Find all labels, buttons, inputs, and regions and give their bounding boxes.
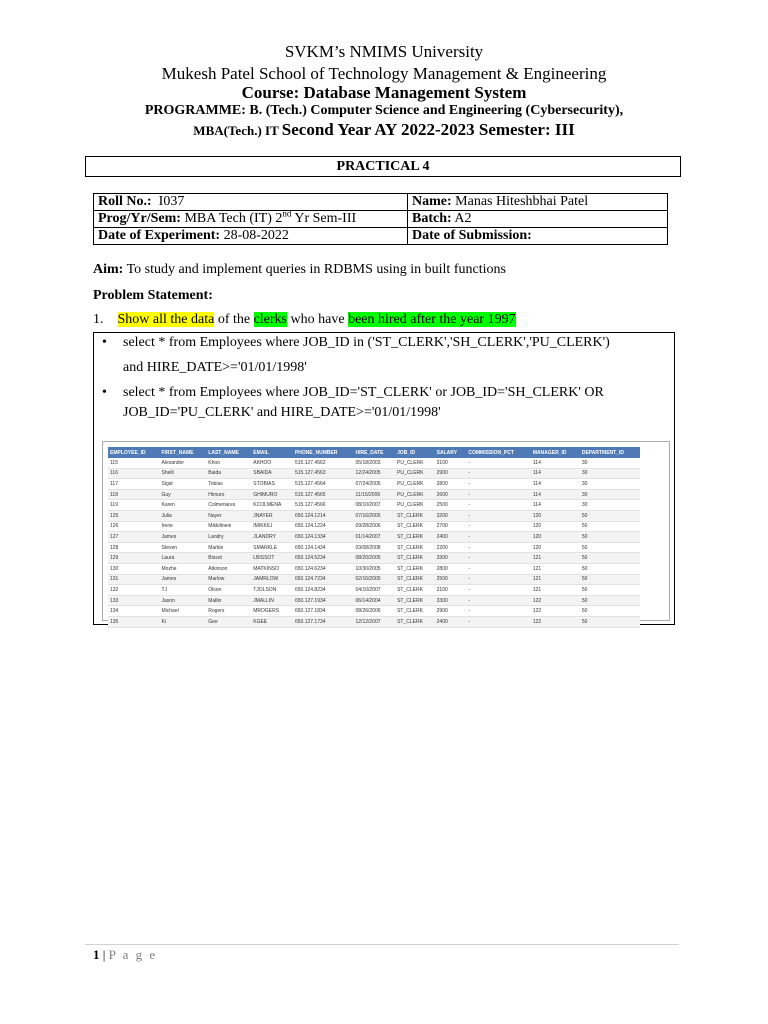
page-footer [93, 947, 157, 963]
table-cell: 133 [108, 595, 160, 606]
doe-cell [94, 228, 408, 245]
question-highlight-hired: been hired after the year 1997 [348, 312, 516, 327]
doe-value: 28-08-2022 [223, 228, 289, 243]
table-row [108, 521, 640, 532]
page-separator: | [102, 947, 106, 962]
result-column-header: DEPARTMENT_ID [580, 447, 640, 458]
table-cell: 117 [108, 479, 160, 490]
result-column-header: LAST_NAME [206, 447, 251, 458]
table-cell: 2900 [435, 606, 467, 617]
table-cell: 125 [108, 510, 160, 521]
table-cell: TJ [160, 585, 207, 596]
table-cell: 650.127.1934 [293, 595, 354, 606]
table-cell: Colmenares [206, 500, 251, 511]
table-cell: 09/28/2006 [354, 521, 396, 532]
result-header-row [108, 447, 640, 458]
table-row [108, 500, 640, 511]
aim-line [93, 262, 506, 278]
table-cell: 650.124.1334 [293, 532, 354, 543]
roll-label: Roll No.: [98, 194, 152, 209]
table-cell: AKHOO [251, 458, 293, 468]
table-cell: ST_CLERK [395, 585, 435, 596]
table-cell: - [466, 510, 531, 521]
table-cell: GHIMURO [251, 489, 293, 500]
table-cell: Alexander [160, 458, 207, 468]
table-cell: 08/10/2007 [354, 500, 396, 511]
table-row [108, 595, 640, 606]
table-cell: - [466, 479, 531, 490]
table-cell: JNAYER [251, 510, 293, 521]
student-info-table [93, 193, 668, 245]
table-cell: Mikkilineni [206, 521, 251, 532]
table-cell: - [466, 574, 531, 585]
table-row [108, 585, 640, 596]
table-cell: 128 [108, 542, 160, 553]
table-cell: 650.124.8234 [293, 585, 354, 596]
batch-cell [408, 211, 668, 228]
table-cell: 2600 [435, 489, 467, 500]
table-cell: 114 [531, 500, 580, 511]
table-cell: 515.127.4564 [293, 479, 354, 490]
table-cell: 122 [531, 616, 580, 627]
table-cell: Nayer [206, 510, 251, 521]
name-cell [408, 194, 668, 211]
table-cell: 08/26/2006 [354, 606, 396, 617]
table-cell: 12/12/2007 [354, 616, 396, 627]
result-column-header: FIRST_NAME [160, 447, 207, 458]
table-cell: 650.124.1214 [293, 510, 354, 521]
table-cell: 132 [108, 585, 160, 596]
table-cell: 120 [531, 510, 580, 521]
table-cell: 50 [580, 616, 640, 627]
table-cell: 2500 [435, 500, 467, 511]
table-cell: ST_CLERK [395, 542, 435, 553]
table-cell: 07/16/2005 [354, 510, 396, 521]
table-cell: 3300 [435, 595, 467, 606]
dos-cell [408, 228, 668, 245]
table-cell: 515.127.4565 [293, 489, 354, 500]
table-cell: Shelli [160, 468, 207, 479]
table-cell: Landry [206, 532, 251, 543]
table-cell: 2400 [435, 616, 467, 627]
table-cell: 50 [580, 606, 640, 617]
table-row [108, 479, 640, 490]
table-cell: 30 [580, 500, 640, 511]
table-cell: 30 [580, 489, 640, 500]
table-cell: 122 [531, 595, 580, 606]
table-cell: 114 [531, 458, 580, 468]
question-number: 1. [93, 312, 104, 327]
table-cell: 50 [580, 510, 640, 521]
table-cell: 2800 [435, 563, 467, 574]
table-cell: - [466, 458, 531, 468]
aim-text: To study and implement queries in RDBMS using in built functions [126, 262, 506, 277]
table-cell: Laura [160, 553, 207, 564]
table-cell: ST_CLERK [395, 606, 435, 617]
bullet-icon: • [102, 335, 107, 350]
table-cell: 03/08/2008 [354, 542, 396, 553]
table-cell: 120 [531, 532, 580, 543]
year-semester: Second Year AY 2022-2023 Semester: III [281, 120, 575, 139]
table-cell: KGEE [251, 616, 293, 627]
table-cell: Marlow [206, 574, 251, 585]
question-text-2: of the [217, 312, 251, 327]
table-cell: - [466, 616, 531, 627]
prog-value-a: MBA Tech (IT) 2 [184, 211, 283, 226]
table-cell: 11/15/2006 [354, 489, 396, 500]
question-highlight-clerks: clerks [253, 312, 288, 327]
result-column-header: SALARY [435, 447, 467, 458]
table-cell: PU_CLERK [395, 458, 435, 468]
table-cell: 126 [108, 521, 160, 532]
result-column-header: EMAIL [251, 447, 293, 458]
query-1-line-2: and HIRE_DATE>='01/01/1998' [123, 360, 307, 375]
problem-statement-label: Problem Statement: [93, 288, 213, 303]
table-cell: James [160, 532, 207, 543]
table-cell: STOBIAS [251, 479, 293, 490]
table-cell: 116 [108, 468, 160, 479]
table-cell: 12/24/2005 [354, 468, 396, 479]
table-cell: 3300 [435, 553, 467, 564]
programme-line: PROGRAMME: B. (Tech.) Computer Science and Engineering (Cybersecurity), [144, 103, 624, 118]
result-column-header: EMPLOYEE_ID [108, 447, 160, 458]
table-cell: Karen [160, 500, 207, 511]
prog-label: Prog/Yr/Sem: [98, 211, 181, 226]
table-row [108, 563, 640, 574]
table-cell: JAMRLOW [251, 574, 293, 585]
table-cell: 114 [531, 479, 580, 490]
table-cell: Mallin [206, 595, 251, 606]
table-cell: ST_CLERK [395, 563, 435, 574]
table-cell: 2500 [435, 574, 467, 585]
table-row [108, 532, 640, 543]
table-cell: 2700 [435, 521, 467, 532]
table-cell: James [160, 574, 207, 585]
table-cell: Markle [206, 542, 251, 553]
table-cell: 120 [531, 521, 580, 532]
table-cell: PU_CLERK [395, 479, 435, 490]
table-cell: 650.124.1434 [293, 542, 354, 553]
footer-divider [85, 944, 679, 945]
table-cell: 2900 [435, 468, 467, 479]
result-column-header: JOB_ID [395, 447, 435, 458]
bullet-icon: • [102, 385, 107, 400]
table-cell: 119 [108, 500, 160, 511]
table-cell: PU_CLERK [395, 468, 435, 479]
table-cell: Irene [160, 521, 207, 532]
table-cell: 131 [108, 574, 160, 585]
table-cell: 50 [580, 532, 640, 543]
name-value: Manas Hiteshbhai Patel [455, 194, 589, 209]
table-cell: 06/14/2004 [354, 595, 396, 606]
table-cell: 650.127.1734 [293, 616, 354, 627]
page-word: P a g e [108, 947, 158, 962]
table-cell: 130 [108, 563, 160, 574]
table-cell: 3200 [435, 510, 467, 521]
answer-box [93, 332, 675, 625]
roll-cell [94, 194, 408, 211]
table-cell: - [466, 468, 531, 479]
result-column-header: HIRE_DATE [354, 447, 396, 458]
query-result-screenshot [102, 441, 670, 625]
result-column-header: PHONE_NUMBER [293, 447, 354, 458]
query-2-line-2: JOB_ID='PU_CLERK' and HIRE_DATE>='01/01/1998' [123, 405, 441, 420]
table-cell: ST_CLERK [395, 595, 435, 606]
table-cell: 135 [108, 616, 160, 627]
page-number: 1 [93, 947, 100, 962]
table-cell: 10/30/2005 [354, 563, 396, 574]
table-cell: ST_CLERK [395, 553, 435, 564]
table-cell: 2100 [435, 585, 467, 596]
table-cell: 515.127.4563 [293, 468, 354, 479]
result-column-header: COMMISSION_PCT [466, 447, 531, 458]
table-cell: Guy [160, 489, 207, 500]
table-cell: 114 [531, 489, 580, 500]
table-cell: SBAIDA [251, 468, 293, 479]
table-cell: 515.127.4562 [293, 458, 354, 468]
table-cell: 50 [580, 574, 640, 585]
table-cell: 121 [531, 585, 580, 596]
table-cell: Rogers [206, 606, 251, 617]
table-cell: MROGERS [251, 606, 293, 617]
table-cell: - [466, 563, 531, 574]
table-cell: Khoo [206, 458, 251, 468]
table-cell: Gee [206, 616, 251, 627]
table-row [108, 616, 640, 627]
query-1-line-1: select * from Employees where JOB_ID in ('ST_CLERK','SH_CLERK','PU_CLERK') [123, 335, 610, 350]
table-cell: 2800 [435, 479, 467, 490]
table-cell: 650.124.1224 [293, 521, 354, 532]
table-cell: Mozhe [160, 563, 207, 574]
table-cell: SMARKLE [251, 542, 293, 553]
table-cell: 08/20/2005 [354, 553, 396, 564]
table-cell: - [466, 595, 531, 606]
table-cell: JMALLIN [251, 595, 293, 606]
table-cell: 118 [108, 489, 160, 500]
school-name: Mukesh Patel School of Technology Management & Engineering [161, 64, 607, 83]
table-cell: - [466, 606, 531, 617]
table-cell: 2400 [435, 532, 467, 543]
table-cell: KCOLMENA [251, 500, 293, 511]
table-cell: ST_CLERK [395, 616, 435, 627]
table-cell: 120 [531, 542, 580, 553]
table-cell: - [466, 585, 531, 596]
table-cell: - [466, 532, 531, 543]
table-cell: 02/16/2005 [354, 574, 396, 585]
table-row [108, 606, 640, 617]
roll-value: I037 [158, 194, 185, 209]
table-row [108, 542, 640, 553]
table-cell: 50 [580, 521, 640, 532]
table-cell: Olson [206, 585, 251, 596]
course-title: Course: Database Management System [241, 83, 527, 102]
table-row [108, 458, 640, 468]
table-cell: 127 [108, 532, 160, 543]
question-highlight-1: Show all the data [117, 312, 215, 327]
table-cell: - [466, 542, 531, 553]
table-cell: - [466, 521, 531, 532]
name-label: Name: [412, 194, 452, 209]
table-cell: 121 [531, 553, 580, 564]
table-row [108, 510, 640, 521]
table-cell: JLANDRY [251, 532, 293, 543]
table-cell: 650.127.1834 [293, 606, 354, 617]
table-cell: 650.124.6234 [293, 563, 354, 574]
table-cell: - [466, 553, 531, 564]
table-cell: Sigal [160, 479, 207, 490]
table-cell: ST_CLERK [395, 510, 435, 521]
table-cell: PU_CLERK [395, 500, 435, 511]
prog-sup: nd [282, 208, 292, 219]
table-cell: 121 [531, 563, 580, 574]
table-cell: 05/18/2003 [354, 458, 396, 468]
table-cell: Michael [160, 606, 207, 617]
university-name: SVKM’s NMIMS University [284, 42, 484, 61]
result-column-header: MANAGER_ID [531, 447, 580, 458]
table-cell: Steven [160, 542, 207, 553]
table-cell: 50 [580, 542, 640, 553]
question-1 [93, 312, 516, 328]
table-cell: 30 [580, 458, 640, 468]
table-row [108, 553, 640, 564]
table-cell: 122 [531, 606, 580, 617]
table-cell: ST_CLERK [395, 574, 435, 585]
table-cell: 115 [108, 458, 160, 468]
table-cell: TJOLSON [251, 585, 293, 596]
prog-value-b: Yr Sem-III [294, 211, 357, 226]
prog-cell [94, 208, 408, 228]
table-cell: MATKINSO [251, 563, 293, 574]
table-cell: - [466, 489, 531, 500]
table-cell: Bissot [206, 553, 251, 564]
table-row [108, 574, 640, 585]
table-cell: 04/10/2007 [354, 585, 396, 596]
query-2-line-1: select * from Employees where JOB_ID='ST_CLERK' or JOB_ID='SH_CLERK' OR [123, 385, 604, 400]
mba-prefix: MBA(Tech.) IT [193, 123, 279, 138]
question-text-4: who have [290, 312, 345, 327]
table-cell: Jason [160, 595, 207, 606]
table-cell: 30 [580, 468, 640, 479]
result-body [108, 458, 640, 627]
table-cell: 07/24/2005 [354, 479, 396, 490]
practical-title: PRACTICAL 4 [85, 156, 681, 177]
table-cell: 50 [580, 563, 640, 574]
table-cell: Himuro [206, 489, 251, 500]
table-cell: 515.127.4566 [293, 500, 354, 511]
table-row [108, 489, 640, 500]
table-row [108, 468, 640, 479]
table-cell: 30 [580, 479, 640, 490]
doe-label: Date of Experiment: [98, 228, 221, 243]
table-cell: 50 [580, 585, 640, 596]
table-cell: LBISSOT [251, 553, 293, 564]
table-cell: ST_CLERK [395, 521, 435, 532]
table-cell: 134 [108, 606, 160, 617]
table-cell: ST_CLERK [395, 532, 435, 543]
table-cell: Atkinson [206, 563, 251, 574]
table-cell: 01/14/2007 [354, 532, 396, 543]
table-cell: 129 [108, 553, 160, 564]
result-table [108, 447, 640, 628]
table-cell: 650.124.5234 [293, 553, 354, 564]
table-cell: 2200 [435, 542, 467, 553]
batch-label: Batch: [412, 211, 452, 226]
table-cell: Baida [206, 468, 251, 479]
table-cell: Tobias [206, 479, 251, 490]
table-cell: 50 [580, 553, 640, 564]
table-cell: Julia [160, 510, 207, 521]
aim-label: Aim: [93, 262, 124, 277]
table-cell: IMIKKILI [251, 521, 293, 532]
table-cell: 3100 [435, 458, 467, 468]
batch-value: A2 [454, 211, 472, 226]
dos-label: Date of Submission: [412, 228, 532, 243]
table-cell: PU_CLERK [395, 489, 435, 500]
table-cell: - [466, 500, 531, 511]
table-cell: Ki [160, 616, 207, 627]
year-semester-line [0, 120, 768, 140]
table-cell: 121 [531, 574, 580, 585]
table-cell: 114 [531, 468, 580, 479]
table-cell: 650.124.7234 [293, 574, 354, 585]
table-cell: 50 [580, 595, 640, 606]
